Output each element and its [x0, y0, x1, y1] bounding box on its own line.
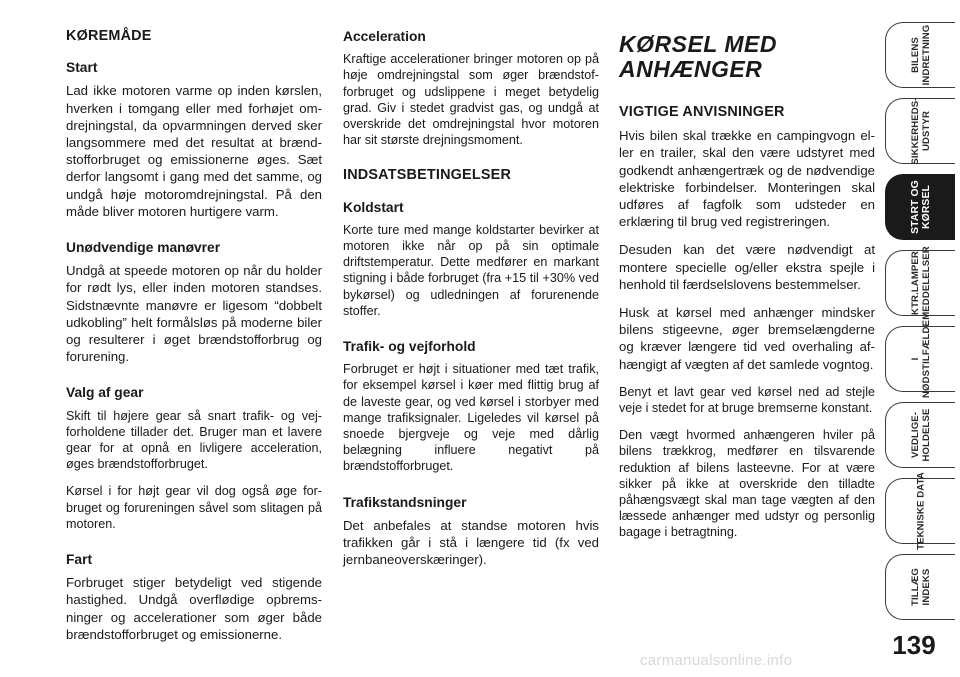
section-heading-indsatsbetingelser: INDSATSBETINGELSER: [343, 167, 512, 184]
watermark: carmanualsonline.info: [640, 652, 793, 669]
paragraph-start: Lad ikke motoren varme op inden kørslen, hverken i tomgang eller med forhøjet omdrejningstal, da opvarmningen derved sker langsommere med det resultat at brændstofforbruget og emissionerne øges. Sæt derfor langsomt i gang med det samme, og undgå høje motoromdrejningstal. På den måde bliver motoren hurtigere varm.: [66, 83, 322, 219]
paragraph-koldstart: Korte ture med mange koldstarter bevirker at motoren ikke når op på sin optimale driftstemperatur. Dette medfører en markant stigning i både forbruget (fra +15 til +30% ved bykørsel) og udledningen af forurenende stoffer.: [343, 222, 599, 318]
tab-tillaeg-indeks[interactable]: [885, 554, 955, 620]
tab-label: START OG KØRSEL: [909, 180, 932, 234]
heading-acceleration: Acceleration: [343, 29, 426, 44]
paragraph-stigeevne: Husk at kørsel med anhænger mindsker bilens stigeevne, øger bremselængderne og kræver længere tid ved overhaling afhængigt af vægten af det samlede vogntog.: [619, 305, 875, 372]
tab-i-nodstilfaelde[interactable]: [885, 320, 955, 398]
tab-label: TILLÆG INDEKS: [909, 568, 932, 606]
paragraph-lavt-gear: Benyt et lavt gear ved kørsel ned ad stejle veje i stedet for at bruge bremserne konstant.: [619, 384, 875, 416]
tab-tekniske-data[interactable]: [885, 472, 955, 550]
page-title-line-2: ANHÆNGER: [619, 56, 763, 82]
paragraph-spejle: Desuden kan det være nødvendigt at montere specielle og/eller ekstra spejle i henhold til færdselslovens bestemmelser.: [619, 242, 875, 292]
section-heading-vigtige-anvisninger: VIGTIGE ANVISNINGER: [619, 104, 785, 120]
tab-vedligeholdelse[interactable]: [885, 402, 955, 468]
column-left: [66, 28, 322, 654]
heading-trafik-og-vejforhold: Trafik- og vejforhold: [343, 339, 476, 355]
heading-fart: Fart: [66, 552, 93, 568]
tab-label: KTR.LAMPER MEDDELELSER: [909, 246, 932, 320]
heading-valg-af-gear: Valg af gear: [66, 385, 144, 401]
column-middle: [343, 28, 599, 579]
section-heading-koremade: KØREMÅDE: [66, 28, 152, 44]
paragraph-acceleration: Kraftige accelerationer bringer motoren op på høje omdrejningstal som øger brændstofforbruget og udslippene i meget betydelig grad. Giv i stedet gradvist gas, og undgå at overskride det omdrejningstal hvor motoren har sit største drejningsmoment.: [343, 52, 599, 148]
tab-bilens-indretning[interactable]: [885, 22, 955, 88]
tab-label: SIKKERHEDS- UDSTYR: [909, 97, 932, 165]
paragraph-valg-af-gear-1: Skift til højere gear så snart trafik- og vejforholdene tillader det. Bruger man et lavere gear for at opnå en livligere acceleration, øges brændstofforbruget.: [66, 408, 322, 472]
paragraph-trafik-og-vejforhold: Forbruget er højt i situationer med tæt trafik, for eksempel kørsel i køer med flittig brug af de laveste gear, og ved kørsel i storbyer med mange trafiksignaler. Ligeledes vil kørsel på snoede bjergveje og veje med dårlig belægning influere negativt på brændstofforbruget.: [343, 362, 599, 474]
paragraph-valg-af-gear-2: Kørsel i for højt gear vil dog også øge forbruget og forureningen såvel som slitagen på motoren.: [66, 484, 322, 531]
paragraph-anhaengertraek: Hvis bilen skal trække en campingvogn eller en trailer, skal den være udstyret med godkendt anhængertræk og de nødvendige elektriske forbindelser. Monteringen skal udføres af fagfolk som udsteder en erklæring til brug ved registreringen.: [619, 128, 875, 230]
heading-trafikstandsninger: Trafikstandsninger: [343, 494, 467, 510]
tab-label: VEDLIGE- HOLDELSE: [909, 408, 932, 462]
tab-label: I NØDSTILFÆLDE: [909, 320, 932, 398]
paragraph-unodvendige-manovrer: Undgå at speede motoren op når du holder for rødt lys, eller inden motoren standses. Sidstnævnte manøvre er ligesom “dobbelt udkobling” helt formålsløs på moderne biler og resulterer i øget brændstofforbrug og forurening.: [66, 263, 322, 365]
tab-start-og-korsel[interactable]: [885, 174, 955, 240]
heading-unodvendige-manovrer: Unødvendige manøvrer: [66, 240, 221, 256]
page-title: [619, 32, 875, 82]
tab-ktr-lamper-meddelelser[interactable]: [885, 246, 955, 320]
page-number: 139: [892, 630, 936, 660]
tab-label: BILENS INDRETNING: [909, 24, 932, 86]
page-title-line-1: KØRSEL MED: [619, 31, 777, 57]
paragraph-fart: Forbruget stiger betydeligt ved stigende hastighed. Undgå overflødige opbremsninger og accelerationer som øger både brændstofforbruget og emissionerne.: [66, 575, 322, 642]
paragraph-vaegt: Den vægt hvormed anhængeren hviler på bilens trækkrog, medfører en tilsvarende reduktion af bilens lasteevne. For at være sikker på ikke at overskride den tilladte påhængsvægt skal man tage vægten af den læssede anhænger med udstyr og personlig bagage i betragtning.: [619, 428, 875, 540]
tab-label: TEKNISKE DATA: [915, 472, 926, 550]
heading-koldstart: Koldstart: [343, 199, 404, 215]
heading-start: Start: [66, 60, 98, 76]
paragraph-trafikstandsninger: Det anbefales at standse motoren hvis trafikken går i stå i længere tid (fx ved jernbaneoverskæringer).: [343, 517, 599, 568]
column-right: [619, 28, 875, 552]
tab-sikkerhedsudstyr[interactable]: [885, 98, 955, 164]
